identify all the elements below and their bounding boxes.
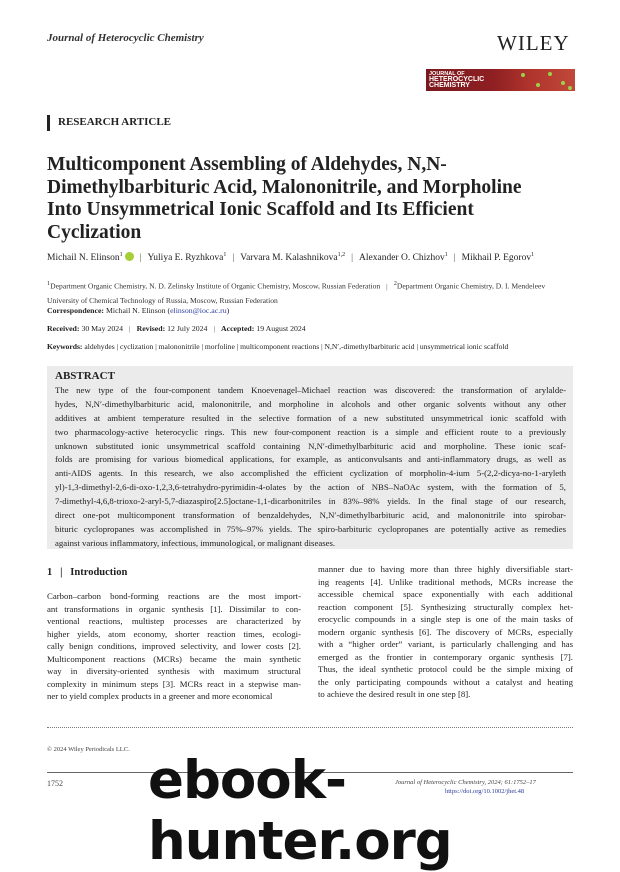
separator: | [232, 253, 235, 264]
text-line: yl)-1,3-dimethyl-2,6-di-oxo-1,2,3,6-tetrahydro-pyrimidin-4-olates by the action of NBS–NaOAc system, with the formation of 5, [55, 482, 566, 493]
dates: Received: 30 May 2024 | Revised: 12 July 2024 | Accepted: 19 August 2024 [47, 324, 306, 333]
watermark: ebook-hunter.org [148, 750, 452, 872]
revised-label: Revised: [136, 324, 166, 333]
text-line: 7-dimethyl-4,6,8-trioxo-2-aryl-5,7-diazaspiro[2.5]octane-1,1-dicarbonitriles in 83%–98% yields. In the final stage of our research, [55, 496, 566, 507]
publisher-logo: WILEY [497, 31, 570, 55]
doi-link[interactable]: https://doi.org/10.1002/jhet.48 [445, 788, 525, 795]
text-line: Multicomponent reactions (MCRs) became the main synthetic [47, 653, 301, 664]
text-line: complexity in minimum steps [3]. MCRs react in a stepwise man- [47, 678, 301, 689]
text-line: Thus, the ideal synthetic protocol could be the simple mixing of [318, 664, 573, 674]
article-type: RESEARCH ARTICLE [58, 116, 172, 128]
author-name[interactable]: Alexander O. Chizhov [359, 253, 445, 264]
separator: | [351, 253, 354, 264]
intro-column-left [47, 590, 301, 703]
keywords [47, 342, 508, 351]
abstract-heading: ABSTRACT [55, 370, 115, 382]
orcid-icon[interactable] [125, 252, 134, 261]
text-line: modern organic synthesis [6]. The discovery of MCRs, especially [318, 626, 573, 637]
author-affil-sup: 1,2 [337, 252, 346, 258]
keywords-label: Keywords: [47, 342, 83, 351]
text-line: emerged as the frontier in contemporary organic synthesis [7]. [318, 651, 573, 662]
received-label: Received: [47, 324, 80, 333]
keywords-text: aldehydes | cyclization | malononitrile | morfoline | multicomponent reactions | N,N′,-dimethylbarbituric acid | unsymmetrical ionic scaffold [84, 342, 509, 351]
intro-column-right [318, 563, 573, 701]
text-line: folds are promising for various biomedical applications, for example, as anticonvulsants and anti-inflammatory drugs, as well as [55, 454, 566, 465]
separator: | [139, 253, 142, 264]
banner-line: JOURNAL OF [429, 71, 465, 77]
correspondence-label: Correspondence: [47, 306, 105, 315]
text-line: unknown substituted ionic unsymmetrical scaffold containing N,N′-dimethylbarbituric acid and morpholine. These ionic scaf- [55, 440, 566, 451]
journal-banner [426, 69, 575, 91]
affiliation-2: Department Organic Chemistry, D. I. Mendeleev University of Chemical Technology of Russia, Moscow, Russian Federation [47, 281, 546, 305]
author-affil-sup: 1 [119, 252, 123, 258]
copyright: © 2024 Wiley Periodicals LLC. [47, 746, 130, 753]
title-line: Cyclization [47, 221, 142, 243]
text-line: cally benign conditions, improved selectivity, and lower costs [2]. [47, 641, 301, 651]
text-line: erocyclic compounds in a single step is one of the main tasks of [318, 614, 573, 624]
text-line: to achieve the desired result in one step [8]. [318, 689, 471, 699]
title-line: Dimethylbarbituric Acid, Malononitrile, and Morpholine [47, 176, 522, 198]
text-line: additives at ambient temperature resulted in the selective formation of a new substituted unsymmetrical ionic scaffold with [55, 412, 566, 423]
title-line: Multicomponent Assembling of Aldehydes, N,N- [47, 154, 447, 175]
text-line: with a “higher order” variant, is particularly challenging and has [318, 639, 573, 649]
affil-sup: 1 [47, 280, 51, 287]
affiliations: $^1$Department Organic Chemistry, N. D. Zelinsky Institute of Organic Chemistry, Moscow, Russian Federation | $^2$Department Organic Chemistry, D. I. Mendeleev University of Chemical Technology of Russia, Moscow, Russian Federation [47, 280, 546, 305]
revised-date: 12 July 2024 [167, 324, 208, 333]
text-line: ventional reactions, multistep processes are characterized by [47, 616, 301, 626]
paren: ) [226, 306, 230, 315]
text-line: higher yields, atom economy, shorter reaction times, ecologi- [47, 628, 301, 639]
citation: Journal of Heterocyclic Chemistry, 2024; 61:1752–17 [395, 779, 536, 786]
text-line: hydes, N,N′-dimethylbarbituric acid, malononitrile, and morpholine in alcohols and other organic solvents without any other [55, 398, 566, 409]
title-line: Into Unsymmetrical Ionic Scaffold and Its Efficient [47, 199, 474, 220]
text-line: against various inflammatory, infectious, immunological, or malignant diseases. [55, 537, 336, 548]
section-heading: 1 | Introduction [47, 567, 128, 578]
author-affil-sup: 1 [223, 252, 227, 258]
text-line: The new type of the four-component tandem Knoevenagel–Michael reaction was discovered: the transformation of arylalde- [55, 385, 566, 395]
text-line: anti-AIDS agents. In this research, we also accomplished the efficient cyclization of morpholin-4-ium 5-(2,2-dicya-no-1-aryleth [55, 468, 566, 479]
correspondence [47, 306, 229, 315]
abstract-box [47, 366, 573, 549]
section-marker [47, 115, 50, 131]
article-title [47, 154, 567, 244]
text-line: ant transformations in organic synthesis [1]. Dissimilar to con- [47, 603, 301, 614]
text-line: way in diversity-oriented synthesis with maximum structural [47, 666, 301, 676]
abstract-body [55, 384, 566, 551]
author-name[interactable]: Varvara M. Kalashnikova [240, 253, 338, 264]
author-affil-sup: 1 [444, 252, 448, 258]
author-list [47, 252, 534, 263]
text-line: manner due to having more than three highly diversifiable start- [318, 564, 573, 574]
accepted-date: 19 August 2024 [256, 324, 306, 333]
author-name[interactable]: Michail N. Elinson [47, 253, 120, 264]
accepted-label: Accepted: [221, 324, 255, 333]
text-line: the only participating compounds without a catalyst and heating [318, 676, 573, 687]
author-name[interactable]: Mikhail P. Egorov [461, 253, 532, 264]
journal-name: Journal of Heterocyclic Chemistry [47, 32, 204, 44]
email-link[interactable]: elinson@ioc.ac.ru [170, 306, 227, 315]
text-line: ner to yield complex products in a greener and more economical [47, 691, 273, 701]
text-line: ing reagents [4]. Unlike traditional methods, MCRs increase the [318, 576, 573, 587]
correspondence-name: Michail N. Elinson ( [105, 306, 171, 315]
text-line: direct one-pot multicomponent transformation of benzaldehydes, N,N′-dimethylbarbituric acid, and malononitrile into spirobar- [55, 510, 566, 521]
text-line: Carbon–carbon bond-forming reactions are the most import- [47, 591, 301, 601]
text-line: reaction component [5]. Synthesizing structurally complex het- [318, 601, 573, 612]
affil-sup: 2 [393, 280, 397, 287]
author-name[interactable]: Yuliya E. Ryzhkova [147, 253, 224, 264]
text-line: two pharmacology-active heterocyclic rings. This new four-component reaction is a simple and efficient route to a previously [55, 426, 566, 437]
banner-line: CHEMISTRY [429, 82, 470, 89]
banner-line: HETEROCYCLIC [429, 76, 485, 83]
author-affil-sup: 1 [531, 252, 535, 258]
received-date: 30 May 2024 [81, 324, 124, 333]
page-number: 1752 [47, 779, 63, 788]
separator: | [453, 253, 456, 264]
divider [47, 727, 573, 728]
affiliation-1: Department Organic Chemistry, N. D. Zelinsky Institute of Organic Chemistry, Moscow, Russian Federation [50, 281, 381, 291]
text-line: bituric cyclopropanes was accomplished in 75%–97% yields. The spiro-barbituric cyclopropanes are potentially active as remedies [55, 523, 566, 534]
text-line: accessible chemical space exponentially with each additional [318, 589, 573, 599]
